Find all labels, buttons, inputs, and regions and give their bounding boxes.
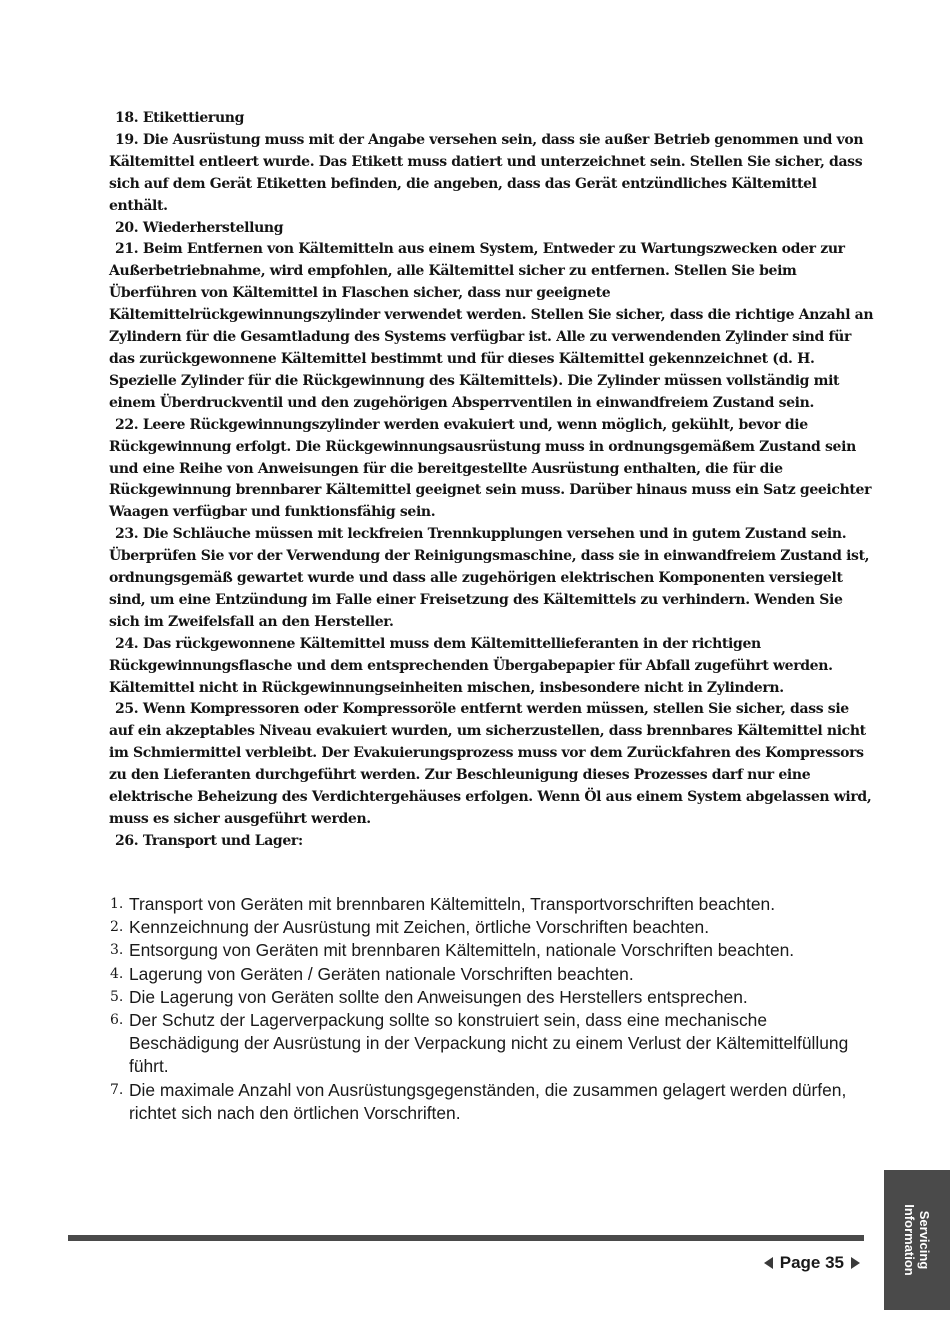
paragraph-text: Wenn Kompressoren oder Kompressoröle entfernt werden müssen, stellen Sie sicher, dass sie auf ein akzeptables Niveau evakuiert wurden, um sicherzustellen, dass brennbares Kältemittel nicht im Schmiermittel verbleibt. Der Evakuierungsprozess muss vor dem Zurückfahren des Kompressors zu den Lieferanten durchgeführt werden. Zur Beschleunigung dieses Prozesses darf nur eine elektrische Beheizung des Verdichtergehäuses erfolgen. Wenn Öl aus einem System abgelassen wird, muss es sicher ausgeführt werden. [109, 701, 872, 827]
list-item [110, 916, 880, 939]
paragraph-text: Leere Rückgewinnungszylinder werden evakuiert und, wenn möglich, gekühlt, bevor die Rückgewinnung erfolgt. Die Rückgewinnungsausrüstung muss in ordnungsgemäßem Zustand sein und eine Reihe von Anweisungen für die bereitgestellte Ausrüstung enthalten, die für die Rückgewinnung brennbarer Kältemittel geeignet sein muss. Darüber hinaus muss ein Satz geeichter Waagen verfügbar und funktionsfähig sein. [109, 416, 872, 521]
paragraph-text: Transport und Lager: [142, 832, 303, 849]
paragraph-number: 20. [115, 219, 139, 236]
side-tab-label [902, 1170, 932, 1310]
paragraph-number: 26. [115, 832, 139, 849]
paragraph-26 [109, 831, 874, 853]
list-text: Der Schutz der Lagerverpackung sollte so konstruiert sein, dass eine mechanische Beschädigung der Ausrüstung in der Verpackung nicht zu einem Verlust der Kältemittelfüllung führt. [129, 1010, 849, 1077]
list-item [110, 986, 880, 1009]
paragraph-text: Etikettierung [142, 110, 245, 126]
paragraph-text: Das rückgewonnene Kältemittel muss dem Kältemittellieferanten in der richtigen Rückgewinnungsflasche und dem entsprechenden Übergabepapier für Abfall zugeführt werden. Kältemittel nicht in Rückgewinnungseinheiten mischen, insbesondere nicht in Zylindern. [109, 635, 833, 696]
list-text: Kennzeichnung der Ausrüstung mit Zeichen, örtliche Vorschriften beachten. [129, 917, 710, 938]
paragraph-22 [109, 415, 874, 525]
paragraph-25 [109, 699, 874, 830]
list-item [110, 939, 880, 962]
list-number: 1. [110, 896, 124, 912]
list-number: 6. [110, 1012, 124, 1029]
body-text [109, 108, 874, 853]
paragraph-number: 24. [115, 635, 139, 652]
paragraph-number: 18. [115, 110, 139, 126]
section-side-tab [884, 1170, 950, 1310]
paragraph-19 [109, 130, 874, 218]
list-item [110, 893, 880, 916]
paragraph-text: Die Schläuche müssen mit leckfreien Trennkupplungen versehen und in gutem Zustand sein. Überprüfen Sie vor der Verwendung der Reinigungsmaschine, dass sie in einwandfreiem Zustand ist, ordnungsgemäß gewartet wurde und dass alle zugehörigen elektrischen Komponenten versiegelt sind, um eine Entzündung im Falle einer Freisetzung des Kältemittels zu verhindern. Wenden Sie sich im Zweifelsfall an den Hersteller. [109, 526, 870, 630]
previous-page-arrow-icon[interactable] [764, 1257, 773, 1269]
paragraph-number: 19. [115, 131, 139, 148]
page-navigation [764, 1253, 860, 1273]
paragraph-number: 23. [115, 526, 139, 543]
paragraph-20 [109, 218, 874, 240]
list-item [110, 963, 880, 986]
list-text: Entsorgung von Geräten mit brennbaren Kältemitteln, nationale Vorschriften beachten. [129, 940, 795, 961]
paragraph-text: Beim Entfernen von Kältemitteln aus einem System, Entweder zu Wartungszwecken oder zur Außerbetriebnahme, wird empfohlen, alle Kältemittel sicher zu entfernen. Stellen Sie beim Überführen von Kältemittel in Flaschen sicher, dass nur geeignete Kältemittelrückgewinnungszylinder verwendet werden. Stellen Sie sicher, dass die richtige Anzahl an Zylindern für die Gesamtladung des Systems verfügbar ist. Alle zu verwendenden Zylinder sind für das zurückgewonnene Kältemittel bestimmt und für dieses Kältemittel gekennzeichnet (d. H. Spezielle Zylinder für die Rückgewinnung des Kältemittels). Die Zylinder müssen vollständig mit einem Überdruckventil und den zugehörigen Absperrventilen in einwandfreiem Zustand sein. [109, 241, 874, 411]
paragraph-number: 21. [115, 241, 139, 258]
list-number: 2. [110, 919, 124, 936]
list-text: Die Lagerung von Geräten sollte den Anweisungen des Herstellers entsprechen. [129, 986, 748, 1007]
list-text: Lagerung von Geräten / Geräten nationale Vorschriften beachten. [129, 963, 634, 984]
paragraph-23 [109, 524, 874, 634]
paragraph-number: 22. [115, 416, 139, 433]
paragraph-number: 25. [115, 701, 139, 718]
side-tab-line-2: Information [902, 1204, 917, 1276]
paragraph-21 [109, 239, 874, 414]
list-number: 4. [110, 965, 124, 982]
paragraph-text: Die Ausrüstung muss mit der Angabe versehen sein, dass sie außer Betrieb genommen und von Kältemittel entleert wurde. Das Etikett muss datiert und unterzeichnet sein. Stellen Sie sicher, dass sich auf dem Gerät Etiketten befinden, die angeben, dass das Gerät entzündliches Kältemittel enthält. [109, 131, 864, 214]
footer-divider [68, 1235, 864, 1241]
list-item [110, 1079, 880, 1125]
list-number: 3. [110, 942, 124, 959]
paragraph-18 [109, 108, 874, 130]
transport-storage-list [110, 893, 880, 1125]
list-item [110, 1009, 880, 1079]
list-number: 7. [110, 1081, 124, 1098]
paragraph-text: Wiederherstellung [142, 219, 284, 236]
side-tab-line-1: Servicing [917, 1210, 932, 1270]
page-number: Page 35 [779, 1253, 844, 1272]
list-text: Die maximale Anzahl von Ausrüstungsgegenständen, die zusammen gelagert werden dürfen, richtet sich nach den örtlichen Vorschriften. [129, 1079, 847, 1123]
list-number: 5. [110, 988, 124, 1005]
next-page-arrow-icon[interactable] [851, 1257, 860, 1269]
list-text: Transport von Geräten mit brennbaren Kältemitteln, Transportvorschriften beachten. [129, 894, 776, 914]
paragraph-24 [109, 634, 874, 700]
